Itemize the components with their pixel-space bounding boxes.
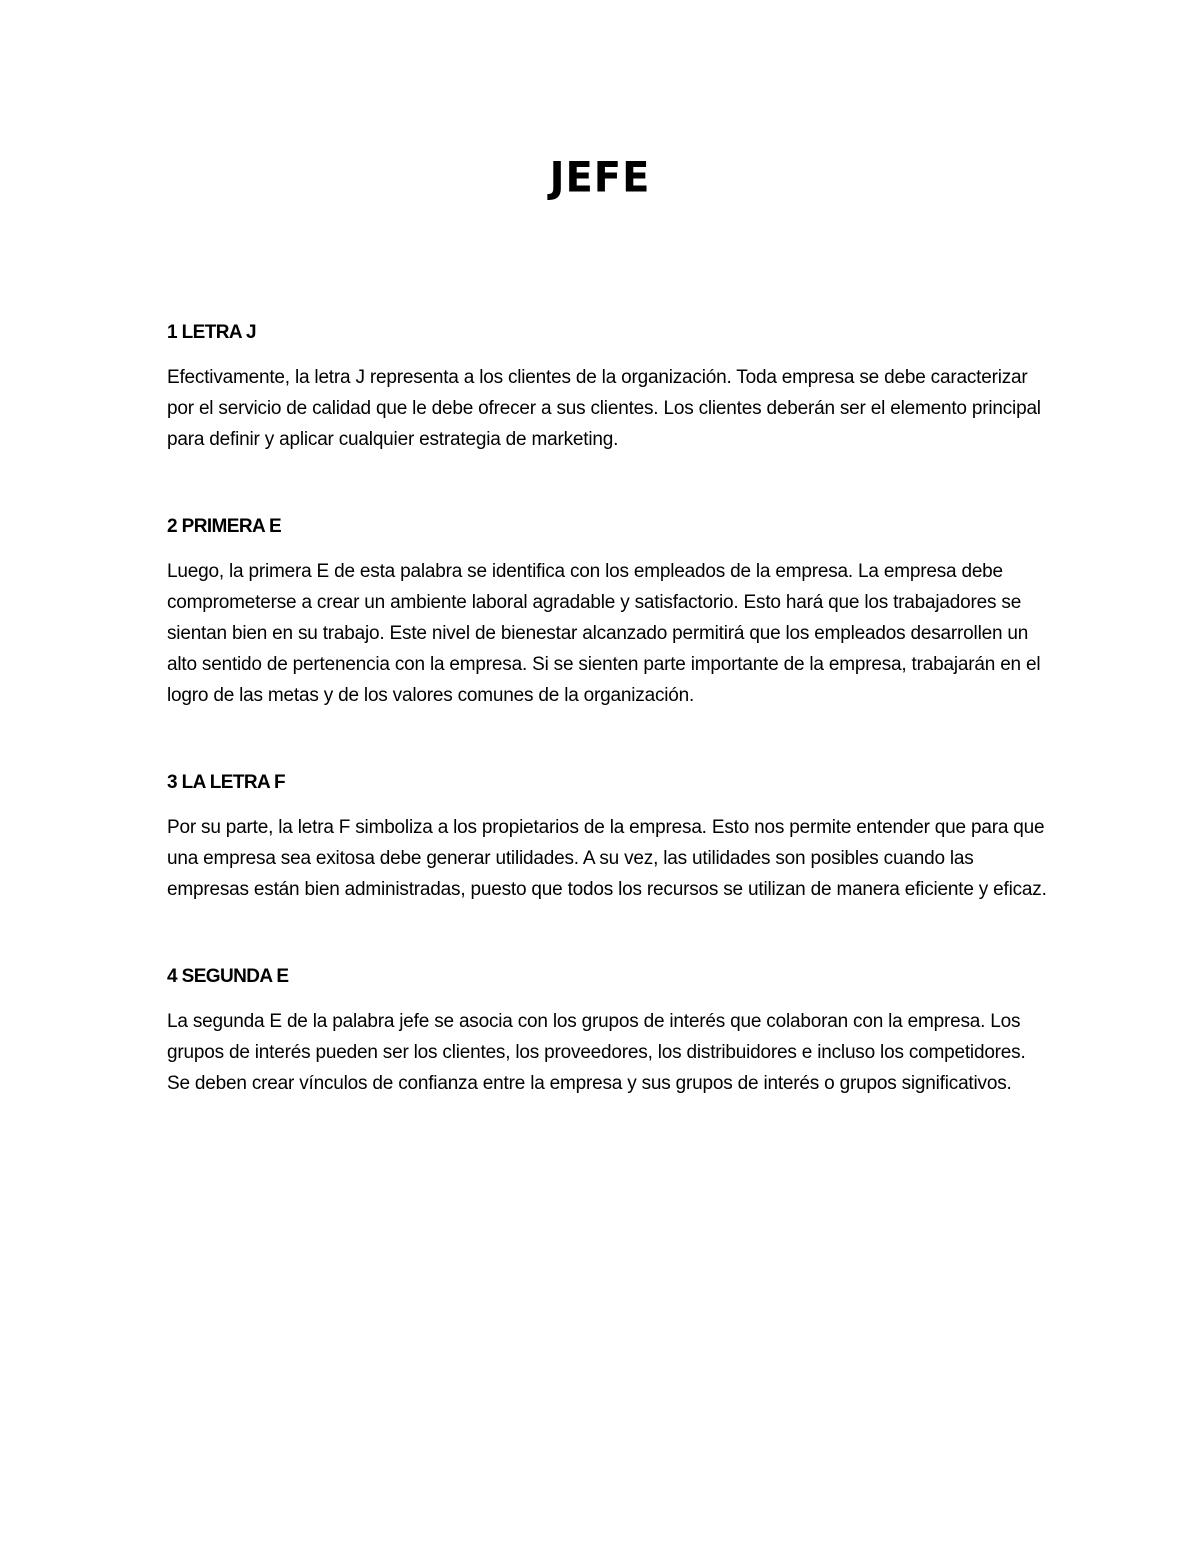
section-body: Por su parte, la letra F simboliza a los propietarios de la empresa. Esto nos permite entender que para que una empresa sea exitosa debe generar utilidades. A su vez, las utilidades son posibles cuando las empresas están bien administradas, puesto que todos los recursos se utilizan de manera eficiente y eficaz. (167, 817, 1047, 900)
document-content (167, 317, 1047, 1155)
section-heading: 2 PRIMERA E (167, 516, 282, 537)
section-body: Efectivamente, la letra J representa a los clientes de la organización. Toda empresa se debe caracterizar por el servicio de calidad que le debe ofrecer a sus clientes. Los clientes deberán ser el elemento principal para definir y aplicar cualquier estrategia de marketing. (167, 367, 1041, 450)
section-letra-f (167, 767, 1047, 905)
section-body: La segunda E de la palabra jefe se asocia con los grupos de interés que colaboran con la empresa. Los grupos de interés pueden ser los clientes, los proveedores, los distribuidores e incluso los competidores. Se deben crear vínculos de confianza entre la empresa y sus grupos de interés o grupos significativos. (167, 1011, 1026, 1094)
section-heading: 3 LA LETRA F (167, 772, 286, 793)
document-title: JEFE (549, 153, 651, 203)
section-segunda-e (167, 961, 1047, 1099)
section-primera-e (167, 511, 1047, 711)
section-heading: 1 LETRA J (167, 322, 256, 343)
section-letra-j (167, 317, 1047, 455)
section-body: Luego, la primera E de esta palabra se identifica con los empleados de la empresa. La empresa debe comprometerse a crear un ambiente laboral agradable y satisfactorio. Esto hará que los trabajadores se sientan bien en su trabajo. Este nivel de bienestar alcanzado permitirá que los empleados desarrollen un alto sentido de pertenencia con la empresa. Si se sienten parte importante de la empresa, trabajarán en el logro de las metas y de los valores comunes de la organización. (167, 561, 1041, 706)
section-heading: 4 SEGUNDA E (167, 966, 289, 987)
